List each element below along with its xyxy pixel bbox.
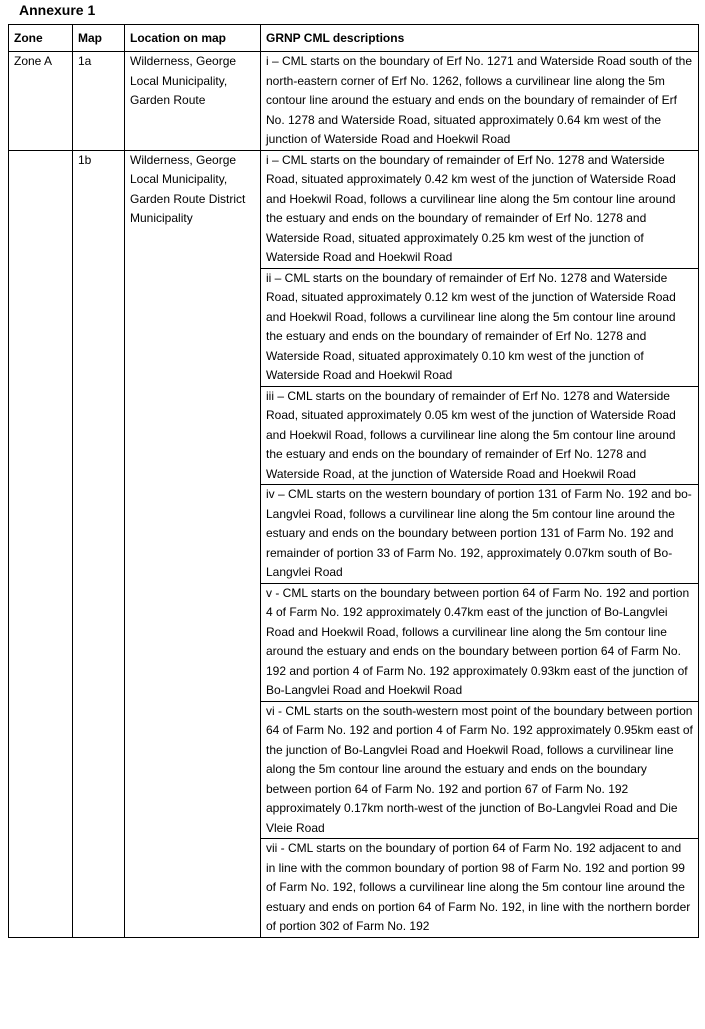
table-row [9, 150, 699, 268]
description-cell: vii - CML starts on the boundary of portion 64 of Farm No. 192 adjacent to and in line with the common boundary of portion 98 of Farm No. 192 and portion 99 of Farm No. 192, follows a curvilinear line along the 5m contour line around the estuary and ends on portion 64 of Farm No. 192, in line with the northern border of portion 302 of Farm No. 192 [261, 839, 699, 938]
map-cell: 1b [73, 150, 125, 937]
location-cell: Wilderness, George Local Municipality, Garden Route [125, 52, 261, 151]
zone-cell-continued [9, 150, 73, 937]
location-cell: Wilderness, George Local Municipality, Garden Route District Municipality [125, 150, 261, 937]
description-cell: iv – CML starts on the western boundary of portion 131 of Farm No. 192 and bo-Langvlei Road, follows a curvilinear line along the 5m contour line around the estuary and ends on the boundary between portion 131 of Farm No. 192 and remainder of portion 33 of Farm No. 192, approximately 0.07km south of Bo-Langvlei Road [261, 485, 699, 584]
zone-cell: Zone A [9, 52, 73, 151]
description-cell: iii – CML starts on the boundary of remainder of Erf No. 1278 and Waterside Road, situated approximately 0.05 km west of the junction of Waterside Road and Hoekwil Road, follows a curvilinear line along the 5m contour line around the estuary and ends on the boundary of remainder of Erf No. 1278 and Waterside Road, at the junction of Waterside Road and Hoekwil Road [261, 386, 699, 485]
description-cell: i – CML starts on the boundary of remainder of Erf No. 1278 and Waterside Road, situated approximately 0.42 km west of the junction of Waterside Road and Hoekwil Road, follows a curvilinear line along the 5m contour line around the estuary and ends on the boundary of remainder of Erf No. 1278 and Waterside Road, situated approximately 0.25 km west of the junction of Waterside Road and Hoekwil Road [261, 150, 699, 268]
description-cell: v - CML starts on the boundary between portion 64 of Farm No. 192 and portion 4 of Farm No. 192 approximately 0.47km east of the junction of Bo-Langvlei Road and Hoekwil Road, follows a curvilinear line along the 5m contour line around the estuary and ends on the boundary between portion 64 of Farm No. 192 and portion 4 of Farm No. 192 approximately 0.93km east of the junction of Bo-Langvlei Road and Hoekwil Road [261, 583, 699, 701]
description-cell: vi - CML starts on the south-western most point of the boundary between portion 64 of Farm No. 192 and portion 4 of Farm No. 192 approximately 0.95km east of the junction of Bo-Langvlei Road and Hoekwil Road, follows a curvilinear line along the 5m contour line around the estuary and ends on the boundary between portion 64 of Farm No. 192 and portion 67 of Farm No. 192 approximately 0.17km north-west of the junction of Bo-Langvlei Road and Die Vleie Road [261, 701, 699, 839]
map-cell: 1a [73, 52, 125, 151]
table-row [9, 52, 699, 151]
description-cell: i – CML starts on the boundary of Erf No. 1271 and Waterside Road south of the north-eastern corner of Erf No. 1262, follows a curvilinear line along the 5m contour line around the estuary and ends on the boundary of remainder of Erf No. 1278 and Waterside Road, situated approximately 0.64 km west of the junction of Waterside Road and Hoekwil Road [261, 52, 699, 151]
table-header-row [9, 25, 699, 52]
description-cell: ii – CML starts on the boundary of remainder of Erf No. 1278 and Waterside Road, situated approximately 0.12 km west of the junction of Waterside Road and Hoekwil Road, follows a curvilinear line along the 5m contour line around the estuary and ends on the boundary of remainder of Erf No. 1278 and Waterside Road, situated approximately 0.10 km west of the junction of Waterside Road and Hoekwil Road [261, 268, 699, 386]
header-descriptions: GRNP CML descriptions [261, 25, 699, 52]
header-location: Location on map [125, 25, 261, 52]
annexure-title: Annexure 1 [19, 2, 96, 18]
header-map: Map [73, 25, 125, 52]
header-zone: Zone [9, 25, 73, 52]
cml-table [8, 24, 699, 938]
